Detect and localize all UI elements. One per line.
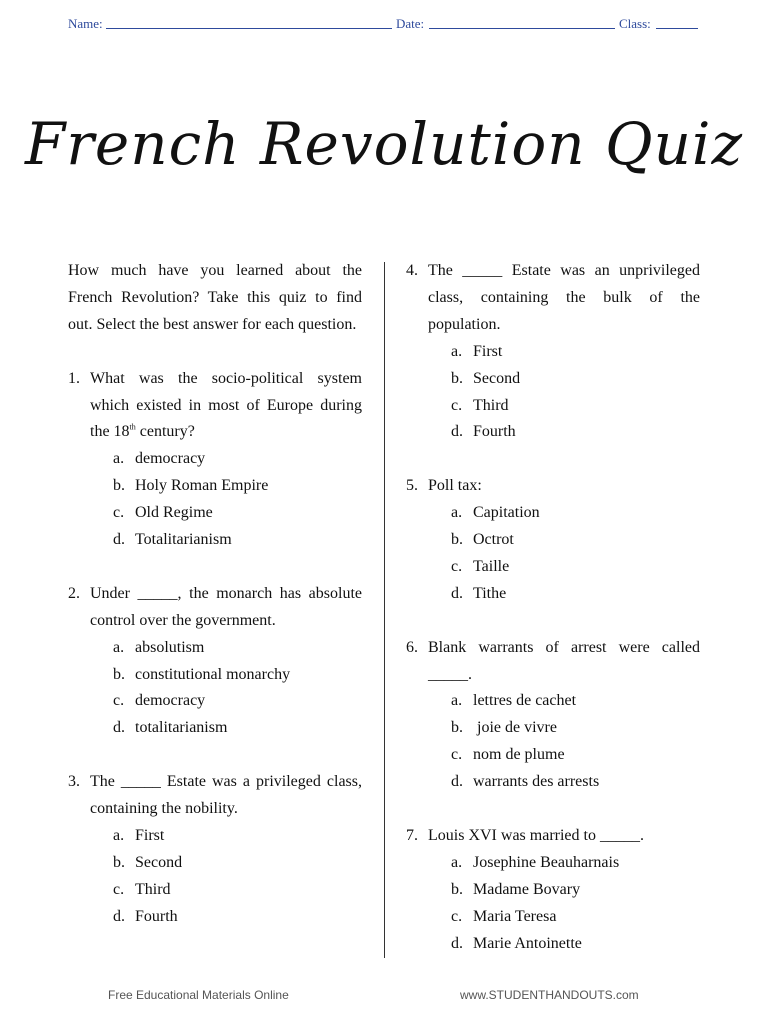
option-text: Capitation [473,504,540,522]
answer-option[interactable] [68,473,362,500]
date-label: Date: [396,16,425,31]
option-text: Fourth [135,907,178,925]
option-text: absolutism [135,638,205,656]
option-letter: c. [113,504,125,522]
question-text: Under _____, the monarch has absolute control over the government. [90,584,362,629]
date-field[interactable] [429,16,615,29]
option-text: totalitarianism [135,719,228,737]
option-text: Third [473,396,509,414]
question-text: What was the socio-political system which existed in most of Europe during the 18th century? [90,369,362,441]
option-letter: b. [113,477,125,495]
option-text: Old Regime [135,504,213,522]
option-text: Second [473,369,521,387]
answer-option[interactable] [68,500,362,527]
question-number: 5. [406,477,418,495]
option-letter: a. [451,504,463,522]
question-text: Blank warrants of arrest were called _____. [428,638,700,683]
footer-right-link[interactable]: www.STUDENTHANDOUTS.com [460,988,639,1002]
option-letter: a. [451,853,463,871]
question-3 [68,769,362,930]
option-text: Totalitarianism [135,531,232,549]
option-letter: b. [451,531,463,549]
answer-option[interactable] [406,500,700,527]
answer-option[interactable] [406,419,700,446]
answer-option[interactable] [406,554,700,581]
answer-option[interactable] [68,877,362,904]
right-column [406,258,700,984]
option-text: democracy [135,692,206,710]
answer-option[interactable] [406,715,700,742]
answer-option[interactable] [406,366,700,393]
answer-option[interactable] [68,904,362,931]
option-letter: a. [113,450,125,468]
question-number: 1. [68,369,80,387]
answer-option[interactable] [406,527,700,554]
answer-option[interactable] [406,877,700,904]
option-letter: c. [451,557,463,575]
answer-option[interactable] [68,635,362,662]
option-text: First [135,826,165,844]
column-divider [384,262,385,958]
question-2 [68,581,362,742]
option-letter: d. [451,934,463,952]
question-1 [68,366,362,554]
question-text: Louis XVI was married to _____. [428,826,644,844]
option-letter: b. [113,853,125,871]
option-text: Second [135,853,183,871]
question-number: 2. [68,584,80,602]
option-letter: d. [451,423,463,441]
option-text: First [473,342,503,360]
option-letter: d. [113,907,125,925]
option-letter: c. [113,692,125,710]
option-letter: b. [451,719,463,737]
answer-option[interactable] [406,339,700,366]
option-letter: a. [451,692,463,710]
answer-option[interactable] [68,446,362,473]
question-number: 4. [406,262,418,279]
option-text: lettres de cachet [473,692,577,710]
option-letter: b. [451,369,463,387]
answer-option[interactable] [406,393,700,420]
option-text: democracy [135,450,206,468]
answer-option[interactable] [68,823,362,850]
option-letter: d. [451,773,463,791]
footer-left: Free Educational Materials Online [108,988,289,1002]
option-letter: c. [113,880,125,898]
option-text: Third [135,880,171,898]
option-text: nom de plume [473,746,565,764]
answer-option[interactable] [406,904,700,931]
question-number: 7. [406,826,418,844]
answer-option[interactable] [406,850,700,877]
question-7 [406,823,700,958]
question-5 [406,473,700,608]
option-letter: d. [113,719,125,737]
answer-option[interactable] [68,527,362,554]
option-letter: d. [451,584,463,602]
answer-option[interactable] [68,850,362,877]
option-text: Madame Bovary [473,880,581,898]
question-6 [406,635,700,796]
option-letter: c. [451,396,463,414]
question-4 [406,258,700,446]
answer-option[interactable] [406,581,700,608]
question-text: The _____ Estate was a privileged class, containing the nobility. [90,773,362,818]
option-text: Holy Roman Empire [135,477,269,495]
class-field[interactable] [656,16,698,29]
option-letter: c. [451,746,463,764]
option-text: Marie Antoinette [473,934,582,952]
option-text: Octrot [473,531,514,549]
name-field[interactable] [106,16,392,29]
name-label: Name: [68,16,103,31]
option-text: Taille [473,557,510,575]
question-number: 6. [406,638,418,656]
option-letter: b. [113,665,125,683]
answer-option[interactable] [68,662,362,689]
page-title: French Revolution Quiz [24,110,744,178]
student-info-header [68,16,700,36]
answer-option[interactable] [68,715,362,742]
option-text: warrants des arrests [473,773,600,791]
left-column [68,258,362,958]
question-text: The _____ Estate was an unprivileged class, containing the bulk of the population. [428,262,700,333]
option-text: constitutional monarchy [135,665,291,683]
option-text: Maria Teresa [473,907,557,925]
option-text: Fourth [473,423,516,441]
answer-option[interactable] [68,688,362,715]
option-text: Josephine Beauharnais [473,853,620,871]
answer-option[interactable] [406,688,700,715]
option-letter: a. [113,638,125,656]
question-number: 3. [68,773,80,791]
answer-option[interactable] [406,742,700,769]
option-letter: b. [451,880,463,898]
question-text: Poll tax: [428,477,482,495]
option-letter: a. [451,342,463,360]
answer-option[interactable] [406,931,700,958]
option-letter: a. [113,826,125,844]
class-label: Class: [619,16,651,31]
option-text: Tithe [473,584,507,602]
answer-option[interactable] [406,769,700,796]
option-text: joie de vivre [473,719,557,737]
intro-text: How much have you learned about the French Revolution? Take this quiz to find out. Select the best answer for each question. [68,262,362,333]
option-letter: c. [451,907,463,925]
option-letter: d. [113,531,125,549]
